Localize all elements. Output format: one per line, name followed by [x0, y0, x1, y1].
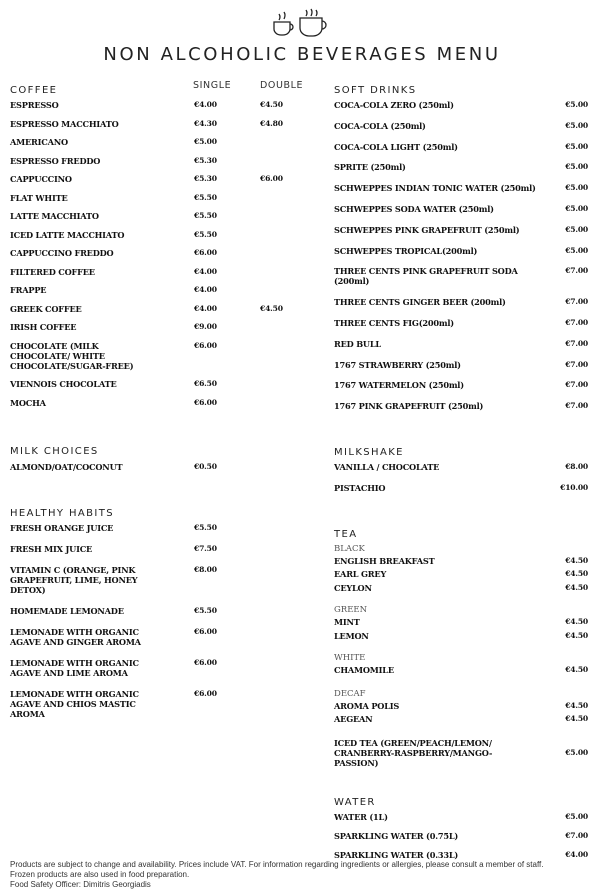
single-price: €5.50 — [194, 192, 217, 202]
item-name: AMERICANO — [10, 137, 68, 147]
item-price: €6.00 — [194, 689, 217, 698]
menu-item — [10, 230, 310, 240]
menu-item — [10, 627, 310, 647]
item-name: COCA-COLA ZERO (250ml) — [334, 100, 454, 110]
menu-item — [334, 831, 588, 841]
single-price: €5.50 — [194, 211, 217, 220]
milk-choices-title: MILK CHOICES — [10, 446, 99, 457]
single-price: €5.50 — [194, 229, 217, 239]
soft-drinks-title: SOFT DRINKS — [334, 85, 417, 96]
item-name: FILTERED COFFEE — [10, 266, 95, 277]
menu-item — [334, 850, 588, 860]
item-name: SCHWEPPES PINK GRAPEFRUIT (250ml) — [334, 224, 520, 235]
single-price: €9.00 — [194, 322, 217, 331]
double-price: €6.00 — [260, 174, 283, 183]
menu-item — [10, 606, 310, 616]
item-name: VITAMIN C (ORANGE, PINK GRAPEFRUIT, LIME, HONEY DETOX) — [10, 565, 138, 595]
menu-item — [334, 162, 588, 172]
item-price: €5.00 — [565, 203, 588, 213]
item-name: 1767 PINK GRAPEFRUIT (250ml) — [334, 401, 484, 412]
item-price: €5.00 — [565, 162, 588, 172]
tea-decaf-list — [334, 701, 588, 725]
item-name: MINT — [334, 617, 360, 628]
menu-item — [334, 297, 588, 307]
item-name: ENGLISH BREAKFAST — [334, 555, 435, 566]
item-price: €4.50 — [565, 700, 588, 710]
item-name: HOMEMADE LEMONADE — [10, 606, 124, 616]
tea-white-label: WHITE — [334, 653, 366, 664]
menu-item — [334, 266, 588, 286]
item-price: €6.00 — [194, 658, 217, 667]
left-column — [10, 80, 310, 730]
tea-decaf-label: DECAF — [334, 688, 366, 699]
item-price: €5.50 — [194, 606, 217, 615]
menu-item — [334, 483, 588, 493]
item-price: €5.00 — [565, 747, 588, 757]
menu-item — [334, 360, 588, 370]
item-name: AEGEAN — [334, 714, 373, 725]
coffee-title: COFFEE — [10, 85, 58, 96]
item-price: €5.00 — [565, 245, 588, 255]
item-price: €7.00 — [565, 338, 588, 348]
item-name: SCHWEPPES TROPICAL(200ml) — [334, 245, 478, 256]
milkshake-title: MILKSHAKE — [334, 446, 404, 458]
menu-item — [10, 267, 310, 277]
menu-item — [334, 665, 588, 675]
item-name: LEMONADE WITH ORGANIC AGAVE AND CHIOS MASTIC AROMA — [10, 689, 139, 719]
menu-item — [10, 689, 310, 719]
menu-item — [10, 211, 310, 221]
menu-item — [334, 701, 588, 711]
item-name: CAPPUCCINO FREDDO — [10, 248, 114, 258]
item-name: THREE CENTS FIG(200ml) — [334, 317, 454, 328]
item-name: CHAMOMILE — [334, 665, 394, 676]
single-price: €5.00 — [194, 137, 217, 146]
single-column-header: SINGLE — [193, 80, 232, 91]
menu-item — [10, 100, 310, 110]
item-price: €10.00 — [560, 482, 588, 492]
coffee-cups-icon — [270, 8, 334, 38]
item-name: VIENNOIS CHOCOLATE — [10, 379, 117, 389]
item-name: ESPRESSO MACCHIATO — [10, 118, 119, 129]
item-name: MOCHA — [10, 397, 46, 408]
single-price: €5.30 — [194, 155, 217, 165]
milk-list — [10, 462, 310, 472]
single-price: €4.30 — [194, 118, 217, 128]
item-name: SPARKLING WATER (0.33L) — [334, 849, 459, 860]
item-name: LEMONADE WITH ORGANIC AGAVE AND LIME AROMA — [10, 658, 139, 678]
water-list — [334, 812, 588, 860]
single-price: €5.30 — [194, 174, 217, 183]
menu-item — [334, 339, 588, 349]
menu-item — [10, 523, 310, 533]
item-price: €4.00 — [565, 849, 588, 859]
item-price: €7.00 — [565, 401, 588, 411]
item-price: €4.50 — [565, 555, 588, 565]
menu-item — [334, 583, 588, 593]
menu-item — [334, 631, 588, 641]
menu-item — [334, 100, 588, 110]
menu-item — [334, 401, 588, 411]
tea-title: TEA — [334, 528, 358, 540]
item-name: LEMON — [334, 630, 369, 641]
item-name: CAPPUCCINO — [10, 174, 72, 184]
menu-item — [334, 617, 588, 627]
item-price: €5.00 — [565, 183, 588, 193]
item-name: GREEK COFFEE — [10, 303, 82, 314]
footer-line: Food Safety Officer: Dimitris Georgiadis — [10, 880, 151, 889]
item-price: €7.00 — [565, 297, 588, 307]
item-name: AROMA POLIS — [334, 700, 400, 711]
single-price: €4.00 — [194, 303, 217, 313]
item-name: CHOCOLATE (MILK CHOCOLATE/ WHITE CHOCOLATE/SUGAR-FREE) — [10, 340, 134, 371]
coffee-list — [10, 100, 310, 408]
tea-green-label: GREEN — [334, 605, 368, 616]
item-name: LEMONADE WITH ORGANIC AGAVE AND GINGER AROMA — [10, 627, 141, 647]
item-name: 1767 WATERMELON (250ml) — [334, 380, 464, 391]
footer-line: Products are subject to change and availability. Prices include VAT. For information regarding ingredients or allergies, please consult a member of staff. — [10, 860, 544, 869]
item-price: €7.00 — [565, 830, 588, 840]
item-price: €7.00 — [565, 317, 588, 327]
menu-item — [334, 714, 588, 724]
item-name: IRISH COFFEE — [10, 322, 77, 332]
item-price: €8.00 — [194, 565, 217, 574]
item-price: €4.50 — [565, 569, 588, 579]
single-price: €4.00 — [194, 266, 217, 276]
item-name: SCHWEPPES SODA WATER (250ml) — [334, 203, 494, 214]
menu-item — [334, 142, 588, 152]
item-name: COCA-COLA LIGHT (250ml) — [334, 141, 458, 152]
item-name: SPRITE (250ml) — [334, 162, 406, 173]
menu-item — [10, 462, 310, 472]
menu-item — [334, 556, 588, 566]
single-price: €6.00 — [194, 248, 217, 257]
single-price: €6.00 — [194, 340, 217, 350]
item-price: €7.00 — [565, 380, 588, 390]
item-name: SCHWEPPES INDIAN TONIC WATER (250ml) — [334, 183, 536, 194]
item-name: CEYLON — [334, 582, 372, 593]
menu-item — [334, 121, 588, 131]
item-name: EARL GREY — [334, 569, 387, 580]
double-price: €4.50 — [260, 100, 283, 109]
item-price: €6.00 — [194, 627, 217, 636]
item-name: FLAT WHITE — [10, 192, 68, 203]
item-name: SPARKLING WATER (0.75L) — [334, 830, 459, 841]
item-name: ESPRESSO FREDDO — [10, 155, 101, 166]
menu-item — [10, 119, 310, 129]
item-price: €4.50 — [565, 714, 588, 724]
item-price: €4.50 — [565, 630, 588, 640]
item-price: €5.00 — [565, 224, 588, 234]
page-title: NON ALCOHOLIC BEVERAGES MENU — [103, 44, 501, 65]
healthy-habits-title: HEALTHY HABITS — [10, 508, 115, 519]
tea-white-list — [334, 665, 588, 675]
item-name: FRESH ORANGE JUICE — [10, 523, 114, 533]
footer-notes — [10, 860, 600, 890]
menu-item — [334, 246, 588, 256]
tea-black-label: BLACK — [334, 543, 365, 554]
menu-item — [10, 658, 310, 678]
double-price: €4.50 — [260, 303, 283, 313]
menu-item — [334, 462, 588, 472]
item-name: ICED TEA (GREEN/PEACH/LEMON/ CRANBERRY-RASPBERRY/MANGO-PASSION) — [334, 737, 493, 768]
item-name: 1767 STRAWBERRY (250ml) — [334, 359, 461, 370]
menu-item — [10, 174, 310, 184]
item-name: FRAPPE — [10, 285, 47, 295]
item-price: €4.50 — [565, 665, 588, 675]
menu-item — [10, 398, 310, 408]
item-name: LATTE MACCHIATO — [10, 211, 99, 221]
item-name: PISTACHIO — [334, 482, 386, 493]
single-price: €4.00 — [194, 285, 217, 294]
single-price: €4.00 — [194, 100, 217, 109]
item-name: COCA-COLA (250ml) — [334, 120, 426, 131]
item-price: €5.00 — [565, 100, 588, 109]
menu-item — [10, 304, 310, 314]
right-column — [334, 80, 588, 869]
menu-item — [334, 738, 588, 768]
menu-item — [10, 285, 310, 295]
item-name: THREE CENTS GINGER BEER (200ml) — [334, 297, 506, 308]
item-name: THREE CENTS PINK GRAPEFRUIT SODA (200ml) — [334, 266, 518, 287]
item-name: ALMOND/OAT/COCONUT — [10, 462, 123, 472]
menu-item — [334, 318, 588, 328]
menu-item — [334, 380, 588, 390]
menu-item — [334, 204, 588, 214]
item-price: €0.50 — [194, 462, 217, 471]
item-name: FRESH MIX JUICE — [10, 544, 93, 554]
menu-item — [10, 322, 310, 332]
item-name: WATER (1L) — [334, 811, 388, 822]
menu-item — [10, 137, 310, 147]
menu-item — [10, 156, 310, 166]
single-price: €6.50 — [194, 379, 217, 388]
item-name: ESPRESSO — [10, 100, 59, 110]
item-name: VANILLA / CHOCOLATE — [334, 461, 440, 472]
menu-item — [10, 379, 310, 389]
item-name: RED BULL — [334, 338, 381, 349]
single-price: €6.00 — [194, 397, 217, 407]
healthy-list — [10, 523, 310, 719]
item-price: €7.00 — [565, 266, 588, 276]
menu-item — [334, 812, 588, 822]
menu-item — [334, 225, 588, 235]
menu-item — [10, 193, 310, 203]
item-price: €4.50 — [565, 582, 588, 592]
water-title: WATER — [334, 796, 376, 808]
menu-item — [10, 341, 310, 371]
item-price: €4.50 — [565, 617, 588, 627]
menu-item — [10, 544, 310, 554]
item-price: €7.00 — [565, 359, 588, 369]
item-price: €7.50 — [194, 544, 217, 553]
menu-item — [334, 569, 588, 579]
coffee-header — [10, 80, 310, 94]
double-column-header: DOUBLE — [260, 80, 304, 91]
item-price: €5.00 — [565, 141, 588, 151]
tea-black-list — [334, 556, 588, 593]
menu-item — [10, 565, 310, 595]
item-price: €5.00 — [565, 811, 588, 821]
menu-item — [10, 248, 310, 258]
item-name: ICED LATTE MACCHIATO — [10, 229, 125, 240]
soft-drinks-list — [334, 100, 588, 411]
tea-green-list — [334, 617, 588, 641]
menu-item — [334, 183, 588, 193]
footer-line: Frozen products are also used in food preparation. — [10, 870, 190, 879]
item-price: €5.50 — [194, 523, 217, 532]
double-price: €4.80 — [260, 118, 283, 128]
item-price: €5.00 — [565, 120, 588, 130]
milkshake-list — [334, 462, 588, 493]
item-price: €8.00 — [565, 461, 588, 471]
